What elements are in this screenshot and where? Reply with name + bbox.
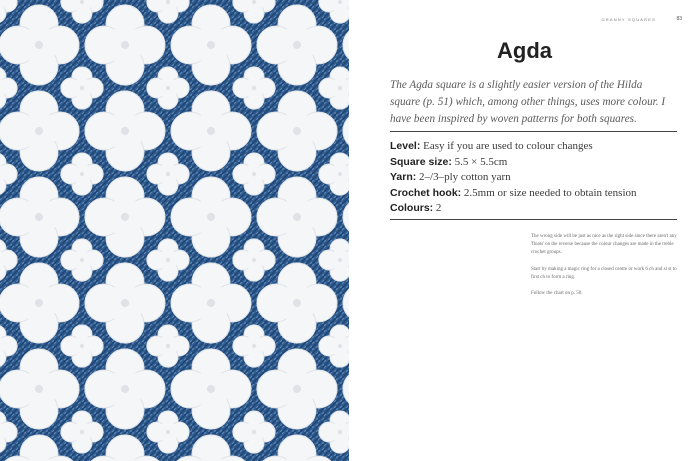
spec-list xyxy=(390,139,680,217)
pattern-title: Agda xyxy=(497,38,552,63)
spec-value: 5.5 × 5.5cm xyxy=(454,155,508,168)
spec-yarn xyxy=(390,170,680,186)
note-paragraph: Start by making a magic ring for a closed centre or work 6 ch and sl st to first ch to form a ring. xyxy=(531,266,677,280)
spec-level xyxy=(390,139,680,155)
spec-square-size xyxy=(390,155,680,171)
text-page xyxy=(349,0,700,461)
spec-label: Square size: xyxy=(390,155,452,168)
spec-label: Crochet hook: xyxy=(390,186,462,199)
spec-value: 2.5mm or size needed to obtain tension xyxy=(463,186,637,199)
spec-value: 2–/3–ply cotton yarn xyxy=(419,171,511,183)
spec-crochet-hook xyxy=(390,186,680,202)
running-header: GRANNY SQUARES xyxy=(601,17,656,22)
note-paragraph: The wrong side will be just as nice as the right side since there aren't any 'floats' on the reverse because the colour changes are made in the treble crochet groups. xyxy=(531,234,677,256)
divider-bottom xyxy=(390,219,677,220)
spec-value: Easy if you are used to colour changes xyxy=(423,140,593,152)
note-paragraph: Follow the chart on p. 50. xyxy=(531,291,583,297)
page-number: 83 xyxy=(676,16,682,22)
spec-label: Level: xyxy=(390,140,421,152)
crochet-photo xyxy=(0,0,349,461)
spec-label: Yarn: xyxy=(390,171,417,183)
notes-column xyxy=(531,233,677,306)
spec-value: 2 xyxy=(435,202,442,214)
intro-paragraph: The Agda square is a slightly easier version of the Hilda square (p. 51) which, among other things, uses more colour. I have been inspired by woven patterns for both squares. xyxy=(390,79,666,125)
crochet-pattern-image xyxy=(0,0,349,461)
spec-label: Colours: xyxy=(390,202,434,214)
divider-top xyxy=(390,131,677,132)
spec-colours xyxy=(390,201,680,217)
